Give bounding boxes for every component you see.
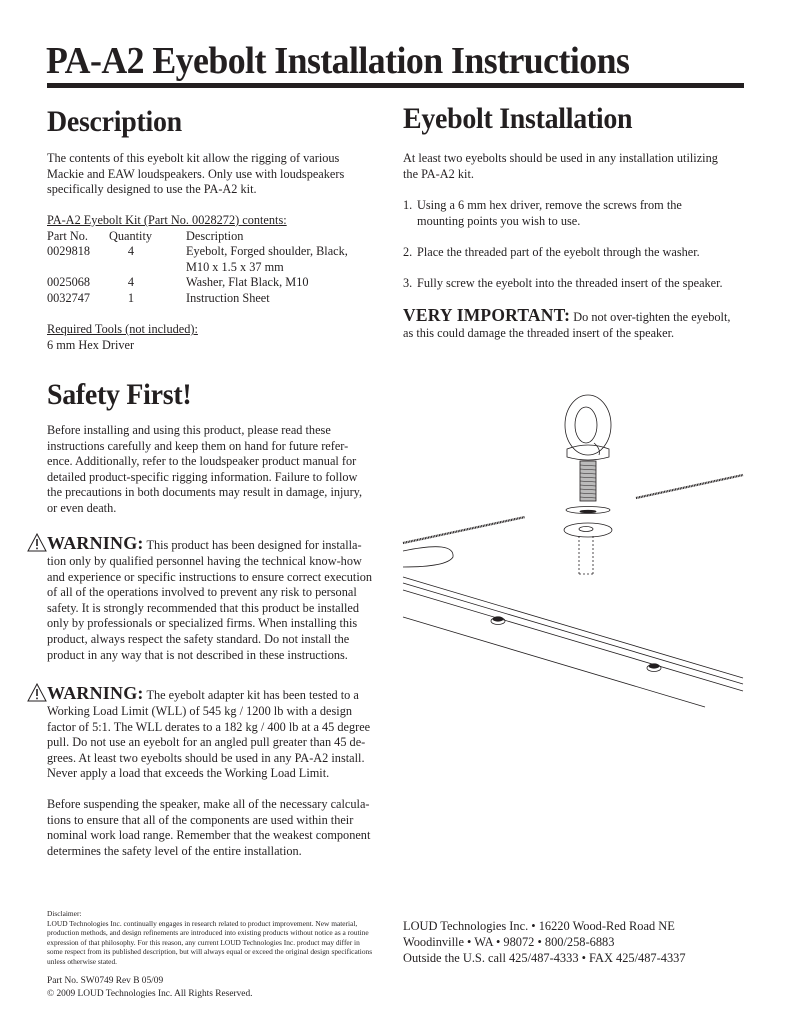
step-text: Fully screw the eyebolt into the threaded insert of the speaker. bbox=[417, 275, 723, 290]
company-address bbox=[403, 918, 686, 966]
description-intro bbox=[47, 151, 344, 198]
step-1 bbox=[403, 198, 723, 229]
step-number: 2. bbox=[403, 244, 413, 259]
safety-closing-line: determines the safety level of the entire installation. bbox=[47, 843, 302, 858]
installation-steps bbox=[403, 198, 723, 292]
warning-1-line: only by professionals or specialized firms. When installing this bbox=[47, 616, 358, 631]
kit-row bbox=[47, 244, 377, 260]
step-3 bbox=[403, 276, 723, 292]
installation-intro-line: At least two eyebolts should be used in any installation utilizing bbox=[403, 151, 718, 165]
safety-intro-line: Before installing and using this product, please read these bbox=[47, 423, 331, 437]
very-important-text: Do not over-tighten the eyebolt, bbox=[570, 310, 731, 324]
warning-2-label: WARNING: bbox=[47, 683, 144, 703]
kit-part-no: 0032747 bbox=[47, 290, 91, 305]
warning-triangle-icon bbox=[27, 533, 47, 552]
very-important-text-cont: as this could damage the threaded insert of the speaker. bbox=[403, 325, 675, 340]
warning-triangle-icon bbox=[27, 683, 47, 702]
warning-1-line: product, always respect the safety standard. Do not install the bbox=[47, 631, 350, 646]
safety-intro-line: ence. Additionally, refer to the loudspeaker product manual for bbox=[47, 454, 357, 469]
disclaimer-label: Disclaimer: bbox=[47, 909, 82, 918]
page-title: PA-A2 Eyebolt Installation Instructions bbox=[46, 40, 630, 82]
kit-header-row bbox=[47, 229, 377, 245]
safety-closing-line: Before suspending the speaker, make all of the necessary calcula- bbox=[47, 797, 370, 811]
disclaimer-line: expression of that philosophy. For this reason, any current LOUD Technologies Inc. product may differ in bbox=[47, 937, 360, 947]
warning-1-line: and experience or specific instructions to ensure correct execution bbox=[47, 569, 373, 584]
very-important-label: VERY IMPORTANT: bbox=[403, 305, 571, 325]
installation-intro bbox=[403, 151, 718, 182]
kit-description: Washer, Flat Black, M10 bbox=[186, 275, 309, 290]
step-number: 1. bbox=[403, 198, 413, 212]
kit-contents bbox=[47, 213, 377, 307]
kit-col-description: Description bbox=[186, 228, 244, 243]
warning-1-line: safety. It is strongly recommended that this product be installed bbox=[47, 600, 360, 615]
warning-2-line: factor of 5:1. The WLL derates to a 182 kg / 400 lb at a 45 degree bbox=[47, 719, 371, 734]
installation-heading: Eyebolt Installation bbox=[403, 102, 633, 135]
address-line: Outside the U.S. call 425/487-4333 • FAX 425/487-4337 bbox=[403, 951, 686, 965]
part-number: Part No. SW0749 Rev B 05/09 bbox=[47, 976, 164, 986]
kit-part-no: 0025068 bbox=[47, 275, 91, 290]
warning-2-line: pull. Do not use an eyebolt for an angled pull greater than 45 de- bbox=[47, 735, 366, 750]
safety-closing-line: nominal work load range. Remember that the weakest component bbox=[47, 828, 371, 843]
title-rule bbox=[47, 83, 744, 88]
disclaimer-line: LOUD Technologies Inc. continually engages in research related to product improvement. New material, bbox=[47, 918, 358, 928]
kit-heading: PA-A2 Eyebolt Kit (Part No. 0028272) contents: bbox=[47, 213, 287, 227]
safety-intro-line: or even death. bbox=[47, 500, 117, 515]
tools-list: 6 mm Hex Driver bbox=[47, 337, 135, 352]
safety-intro-line: the precautions in both documents may result in damage, injury, bbox=[47, 485, 363, 500]
very-important-note bbox=[403, 305, 731, 341]
kit-description-cont: M10 x 1.5 x 37 mm bbox=[186, 259, 284, 274]
step-text: Place the threaded part of the eyebolt through the washer. bbox=[417, 244, 700, 259]
kit-row bbox=[47, 291, 377, 307]
step-number: 3. bbox=[403, 275, 413, 290]
warning-2-text: The eyebolt adapter kit has been tested to a bbox=[143, 688, 359, 702]
safety-intro-line: instructions carefully and keep them on hand for future refer- bbox=[47, 438, 349, 453]
warning-2-line: Working Load Limit (WLL) of 545 kg / 1200 lb with a design bbox=[47, 704, 353, 718]
description-heading: Description bbox=[47, 105, 182, 138]
warning-2 bbox=[47, 685, 370, 782]
safety-closing bbox=[47, 797, 370, 859]
step-2 bbox=[403, 245, 723, 261]
tools-heading: Required Tools (not included): bbox=[47, 322, 198, 336]
description-intro-line: The contents of this eyebolt kit allow the rigging of various bbox=[47, 151, 340, 165]
description-intro-line: Mackie and EAW loudspeakers. Only use with loudspeakers bbox=[47, 166, 345, 181]
safety-closing-line: tions to ensure that all of the components are used within their bbox=[47, 812, 354, 827]
safety-intro-line: detailed product-specific rigging information. Failure to follow bbox=[47, 469, 358, 484]
disclaimer-line: unless otherwise stated. bbox=[47, 956, 117, 966]
copyright: © 2009 LOUD Technologies Inc. All Rights Reserved. bbox=[47, 988, 253, 999]
kit-col-part-no: Part No. bbox=[47, 228, 88, 243]
kit-row bbox=[47, 275, 377, 291]
warning-1-line: tion only by qualified personnel having the technical know-how bbox=[47, 554, 362, 568]
warning-2-line: Never apply a load that exceeds the Working Load Limit. bbox=[47, 766, 330, 781]
warning-1-line: product in any way that is not described in these instructions. bbox=[47, 647, 348, 662]
installation-intro-line: the PA-A2 kit. bbox=[403, 166, 474, 181]
safety-intro bbox=[47, 423, 362, 517]
required-tools bbox=[47, 322, 198, 353]
kit-description: Eyebolt, Forged shoulder, Black, bbox=[186, 244, 348, 259]
kit-part-no: 0029818 bbox=[47, 244, 91, 259]
document-info bbox=[47, 975, 252, 1000]
safety-heading: Safety First! bbox=[47, 378, 192, 411]
warning-1-text: This product has been designed for installa- bbox=[143, 538, 362, 552]
address-line: Woodinville • WA • 98072 • 800/258-6883 bbox=[403, 935, 615, 949]
kit-description: Instruction Sheet bbox=[186, 290, 270, 305]
disclaimer bbox=[47, 909, 372, 967]
warning-1-line: of all of the operations involved to prevent any risk to personal bbox=[47, 585, 357, 600]
kit-quantity: 1 bbox=[127, 290, 135, 305]
kit-quantity: 4 bbox=[127, 275, 135, 290]
kit-quantity: 4 bbox=[127, 244, 135, 259]
disclaimer-line: production methods, and design refinements are introduced into existing products without notice as a routine bbox=[47, 928, 369, 938]
kit-row-continuation bbox=[47, 260, 377, 276]
description-intro-line: specifically designed to use the PA-A2 kit. bbox=[47, 182, 257, 197]
kit-col-quantity: Quantity bbox=[109, 228, 153, 243]
address-line: LOUD Technologies Inc. • 16220 Wood-Red Road NE bbox=[403, 919, 675, 933]
disclaimer-line: some respect from its published description, but will always equal or exceed the original design specifications bbox=[47, 947, 373, 957]
warning-1-label: WARNING: bbox=[47, 533, 144, 553]
step-text: mounting points you wish to use. bbox=[417, 213, 581, 228]
warning-1 bbox=[47, 535, 372, 663]
step-text: Using a 6 mm hex driver, remove the screws from the bbox=[417, 198, 682, 212]
warning-2-line: grees. At least two eyebolts should be used in any PA-A2 install. bbox=[47, 750, 365, 765]
eyebolt-exploded-diagram-icon bbox=[395, 385, 765, 715]
